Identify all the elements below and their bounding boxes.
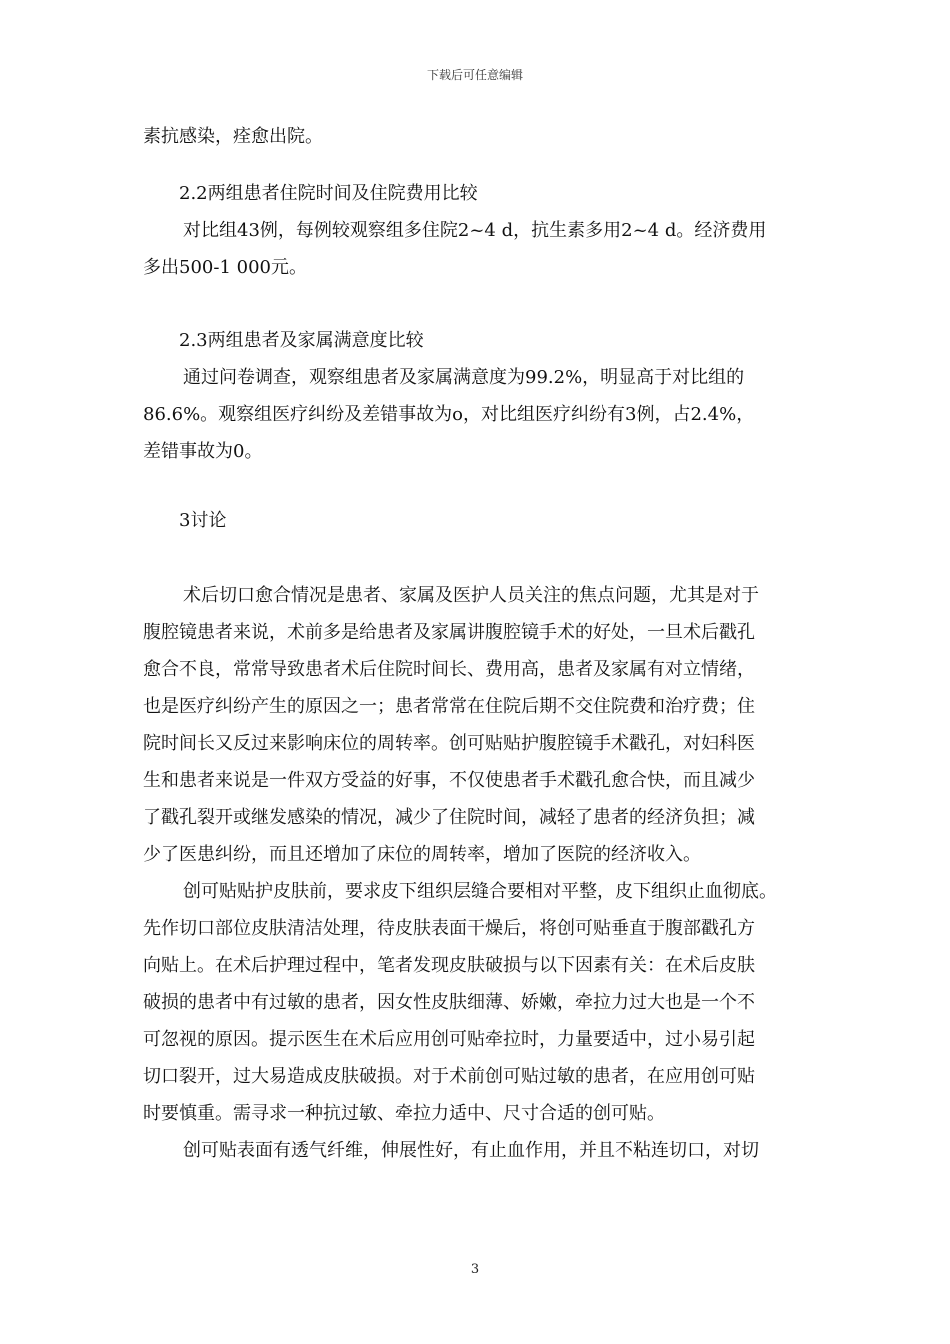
section-heading-2-3: 2.3两组患者及家属满意度比较 xyxy=(179,330,424,351)
paragraph-line: 创可贴表面有透气纤维，伸展性好，有止血作用，并且不粘连切口，对切 xyxy=(183,1140,759,1161)
paragraph-line: 可忽视的原因。提示医生在术后应用创可贴牵拉时，力量要适中，过小易引起 xyxy=(143,1029,755,1050)
paragraph-line: 多出500-1 000元。 xyxy=(143,257,307,278)
spacer xyxy=(143,470,823,502)
paragraph-line: 院时间长又反过来影响床位的周转率。创可贴贴护腹腔镜手术戳孔，对妇科医 xyxy=(143,733,755,754)
paragraph-line: 腹腔镜患者来说，术前多是给患者及家属讲腹腔镜手术的好处，一旦术后戳孔 xyxy=(143,622,755,643)
document-body xyxy=(143,118,823,1169)
paragraph-line: 生和患者来说是一件双方受益的好事，不仅使患者手术戳孔愈合快，而且减少 xyxy=(143,770,755,791)
paragraph-line: 先作切口部位皮肤清洁处理，待皮肤表面干燥后，将创可贴垂直于腹部戳孔方 xyxy=(143,918,755,939)
page-number: 3 xyxy=(470,1262,480,1277)
section-heading-2-2: 2.2两组患者住院时间及住院费用比较 xyxy=(179,183,478,204)
paragraph-line: 向贴上。在术后护理过程中，笔者发现皮肤破损与以下因素有关：在术后皮肤 xyxy=(143,955,755,976)
paragraph-line: 创可贴贴护皮肤前，要求皮下组织层缝合要相对平整，皮下组织止血彻底。 xyxy=(183,881,777,902)
paragraph-line: 差错事故为0。 xyxy=(143,441,263,462)
paragraph-line: 术后切口愈合情况是患者、家属及医护人员关注的焦点问题，尤其是对于 xyxy=(183,585,759,606)
paragraph-line: 通过问卷调查，观察组患者及家属满意度为99.2%，明显高于对比组的 xyxy=(183,367,745,388)
paragraph-line: 少了医患纠纷，而且还增加了床位的周转率，增加了医院的经济收入。 xyxy=(143,844,701,865)
paragraph-line: 愈合不良，常常导致患者术后住院时间长、费用高，患者及家属有对立情绪， xyxy=(143,659,755,680)
paragraph-line: 切口裂开，过大易造成皮肤破损。对于术前创可贴过敏的患者，在应用创可贴 xyxy=(143,1066,755,1087)
spacer xyxy=(143,539,823,577)
paragraph-line: 对比组43例，每例较观察组多住院2~4 d，抗生素多用2~4 d。经济费用 xyxy=(183,220,767,241)
spacer xyxy=(143,286,823,322)
paragraph-line: 也是医疗纠纷产生的原因之一；患者常常在住院后期不交住院费和治疗费；住 xyxy=(143,696,755,717)
paragraph-line: 素抗感染，痊愈出院。 xyxy=(143,126,323,147)
page-header: 下载后可任意编辑 xyxy=(426,68,523,82)
paragraph-line: 破损的患者中有过敏的患者，因女性皮肤细薄、娇嫩，牵拉力过大也是一个不 xyxy=(143,992,755,1013)
paragraph-line: 86.6%。观察组医疗纠纷及差错事故为o，对比组医疗纠纷有3例，占2.4%， xyxy=(143,404,755,425)
spacer xyxy=(143,155,823,175)
paragraph-line: 时要慎重。需寻求一种抗过敏、牵拉力适中、尺寸合适的创可贴。 xyxy=(143,1103,665,1124)
section-heading-3: 3讨论 xyxy=(179,510,227,531)
paragraph-line: 了戳孔裂开或继发感染的情况，减少了住院时间，减轻了患者的经济负担；减 xyxy=(143,807,755,828)
